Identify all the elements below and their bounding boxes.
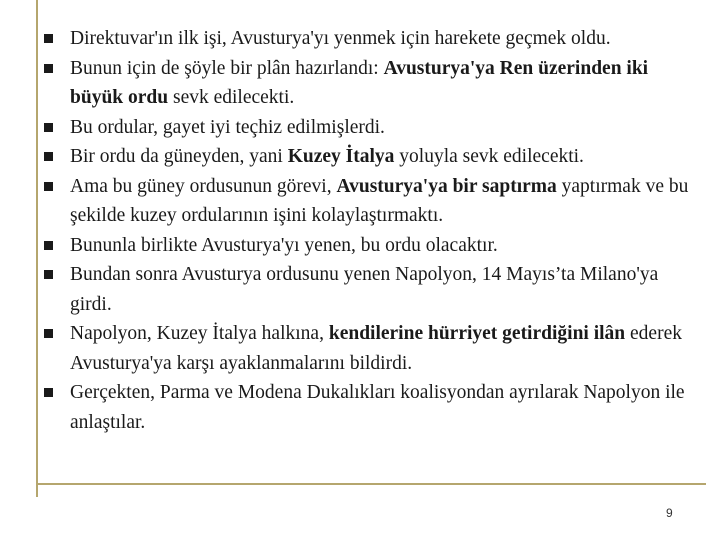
bullet-text: Bir ordu da güneyden, yani [70,146,288,167]
bullet-item [40,54,700,113]
square-bullet-icon [44,388,53,397]
bullet-text: Direktuvar'ın ilk işi, Avusturya'yı yenmek için harekete geçmek oldu. [70,28,611,49]
bullet-item [40,231,700,261]
square-bullet-icon [44,329,53,338]
bullet-text: sevk edilecekti. [168,87,295,108]
bullet-item [40,260,700,319]
square-bullet-icon [44,152,53,161]
bullet-item [40,113,700,143]
bullet-text: Bu ordular, gayet iyi teçhiz edilmişlerdi. [70,116,385,138]
bullet-text-bold: Kuzey İtalya [287,146,395,167]
square-bullet-icon [44,34,53,43]
bullet-item [40,378,700,437]
bottom-horizontal-rule [36,483,706,485]
left-vertical-rule [36,0,38,497]
bullet-text: Ama bu güney ordusunun görevi, [70,175,337,197]
bullet-text: Napolyon, Kuzey İtalya halkına, [70,323,329,344]
bullet-item [40,142,700,172]
page-number: 9 [666,506,673,520]
square-bullet-icon [44,182,53,191]
bullet-text: yaptırmak ve bu şekilde kuzey ordularının işini kolaylaştırmaktı. [70,175,689,226]
bullet-text: Gerçekten, Parma ve Modena Dukalıkları koalisyondan ayrılarak Napolyon ile anlaştılar. [70,382,685,433]
bullet-text-bold: kendilerine hürriyet getirdiğini ilân [328,323,626,344]
bullet-text-bold: Avusturya'ya bir saptırma [336,175,557,197]
bullet-text: Bununla birlikte Avusturya'yı yenen, bu ordu olacaktır. [70,234,498,256]
square-bullet-icon [44,270,53,279]
bullet-item [40,172,700,231]
bullet-list [40,24,700,437]
bullet-item [40,319,700,378]
bullet-text: ederek Avusturya'ya karşı ayaklanmalarını bildirdi. [70,323,682,374]
bullet-text-bold: Avusturya'ya Ren üzerinden iki büyük ordu [70,57,649,108]
bullet-text: yoluyla sevk edilecekti. [394,146,584,167]
square-bullet-icon [44,241,53,250]
bullet-text: Bunun için de şöyle bir plân hazırlandı: [70,57,384,79]
bullet-item [40,24,700,54]
bullet-text: Bundan sonra Avusturya ordusunu yenen Napolyon, 14 Mayıs’ta Milano'ya girdi. [70,264,659,315]
square-bullet-icon [44,123,53,132]
square-bullet-icon [44,64,53,73]
